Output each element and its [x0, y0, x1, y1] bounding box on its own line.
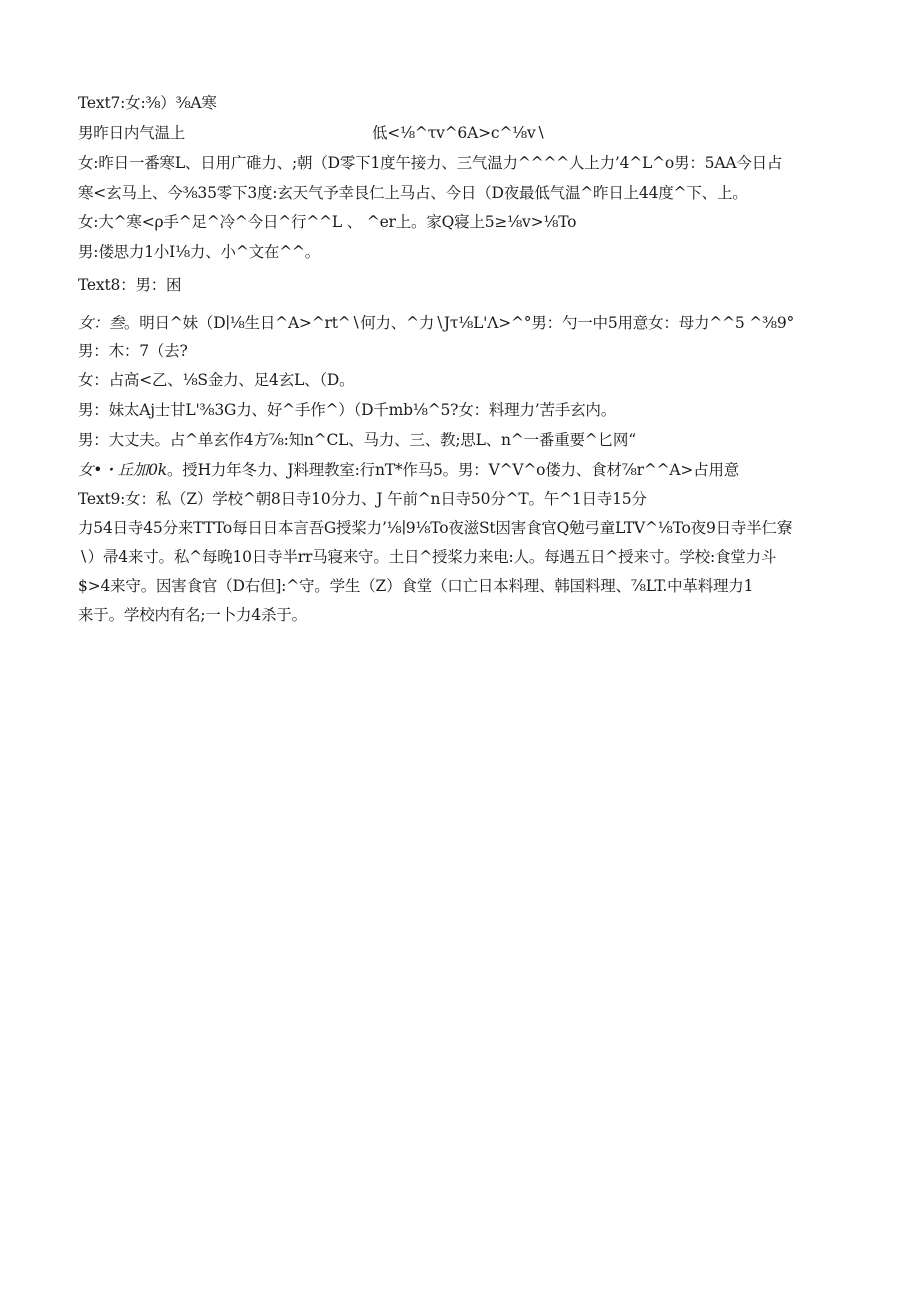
line-text: 男：大丈夫。占^单玄作4方⅞:知n^CL、马力、三、教;思L、n^一番重要^匕网“: [78, 431, 636, 449]
line-6: [78, 242, 320, 262]
line-text: Text9:女：私（Z）学校^朝8日寺10分力、J 午前^n日寺50分^T。午^1日寺15分: [78, 490, 647, 508]
line-text: 男:偻思力1小I⅛力、小^文在^^。: [78, 243, 321, 261]
line-italic-prefix: 女：叁: [78, 314, 124, 332]
line-text9-heading: [78, 489, 647, 509]
line-3: [78, 153, 782, 173]
line-18: [78, 605, 307, 625]
line-text: 力54日寺45分来TTTo每日日本言吾G授桨力’⅛∣9⅛To夜滋St因害食官Q勉弓童LTV^⅛To夜9日寺半仁寮: [78, 519, 793, 537]
line-15: [78, 518, 792, 538]
line-text-right: 低<⅛^τv^6A>c^⅛v∖: [372, 124, 546, 142]
line-text: 男：妹太Aj士甘L'⅜3G力、好^手作^）（D千mb⅛^5?女：料理力’苦手玄内。: [78, 401, 617, 419]
line-text: 来于。学校内有名;一卜力4杀于。: [78, 606, 307, 624]
line-text8-heading: [78, 275, 181, 295]
line-text: 寒<玄马上、今⅜35零下3度:玄天气予幸艮仁上马占、今日（D夜最低气温^昨日上44度^下、上。: [78, 184, 748, 202]
line-4: [78, 183, 748, 203]
line-8: [78, 313, 794, 333]
line-17: [78, 576, 753, 596]
line-text: Text7:女:⅜）⅜A寒: [78, 94, 217, 112]
line-text: ∖）帚4来寸。私^每晚10日寺半rr马寝来守。土日^授桨力来电:人。每遇五日^授来寸。学校:食堂力斗: [78, 548, 777, 566]
line-text: 女:昨日一番寒L、日用广碓力、;朝（D零下1度午接力、三气温力^^^^人上力’4^L^o男：5AA今日占: [78, 154, 783, 172]
line-text: $>4来守。因害食官（D右但]:^守。学生（Z）食堂（口亡日本料理、韩国料理、⅞LT.中革料理力1: [78, 577, 754, 595]
line-10: [78, 370, 354, 390]
line-12: [78, 430, 636, 450]
line-text: 男昨日内气温上: [78, 124, 186, 142]
line-text7-heading: [78, 93, 217, 113]
line-text: 。明日^妹（D∣⅛生日^A>^rt^∖何力、^力∖Jτ⅛L'Λ>^°男：勺一中5用意女：母力^^5 ^⅜9°: [123, 314, 795, 332]
line-text: 女：占高<乙、⅛S金力、足4玄L、（D。: [78, 371, 355, 389]
line-11: [78, 400, 616, 420]
line-9: [78, 341, 188, 361]
line-text: Text8：男：困: [78, 276, 182, 294]
line-16: [78, 547, 776, 567]
line-13: [78, 460, 739, 480]
line-text: 。授H力年冬力、J料理教室:行nT*作马5。男：V^V^o偻力、食材⅞r^^A>占用意: [167, 461, 740, 479]
line-2: [78, 123, 778, 143]
line-italic-prefix: 女•・丘加0k: [78, 461, 167, 479]
line-text: 男：木：7（去?: [78, 342, 188, 360]
line-text: 女:大^寒<ρ手^足^冷^今日^行^^L 、 ^er上。家Q寝上5≥⅛v>⅛To: [78, 213, 577, 231]
line-5: [78, 212, 576, 232]
